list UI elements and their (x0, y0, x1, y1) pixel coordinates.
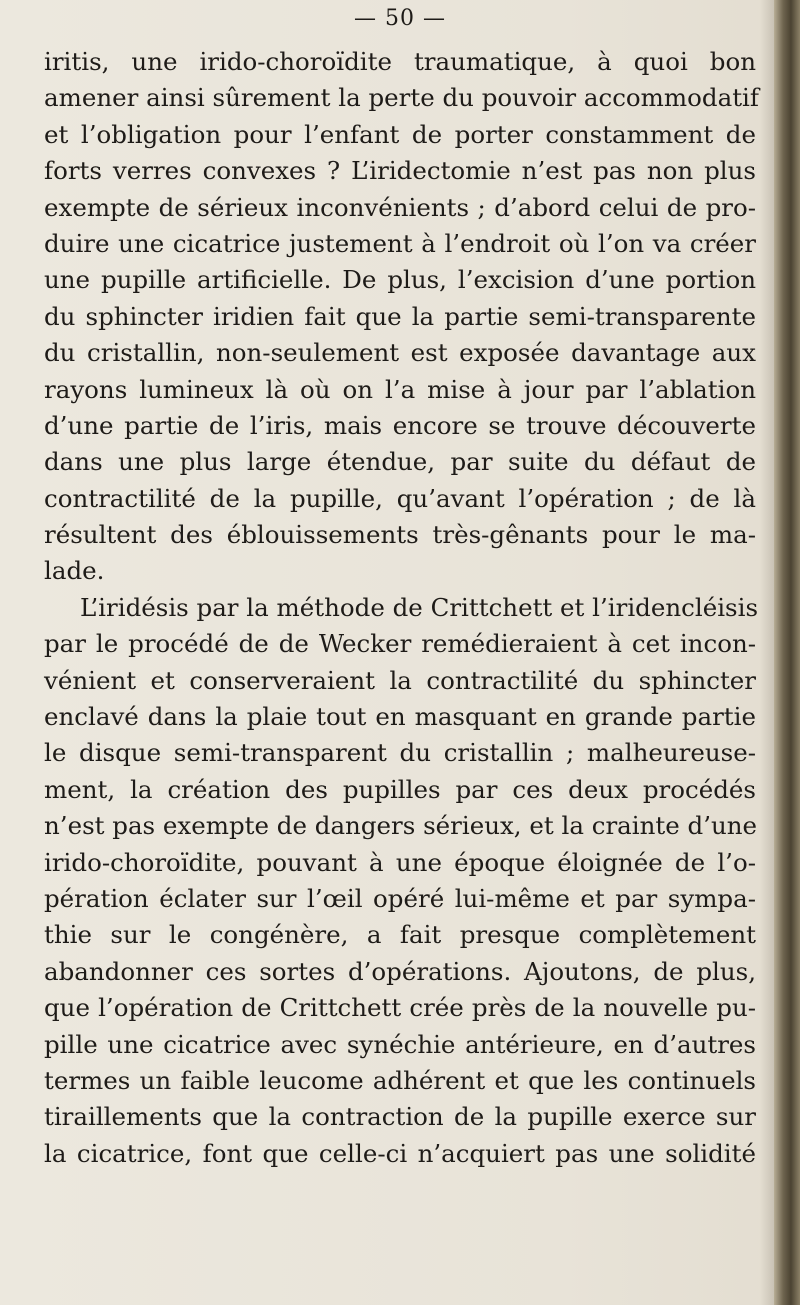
text-line: du sphincter iridien fait que la partie semi-transparente (44, 301, 756, 331)
text-line: le disque semi-transparent du cristallin ; malheureuse- (44, 738, 756, 768)
text-line: irido-choroïdite, pouvant à une époque éloignée de l’o- (44, 847, 756, 877)
body-text (44, 44, 759, 1172)
text-line: L’iridésis par la méthode de Crittchett et l’iridencléisis (80, 592, 759, 622)
text-line: résultent des éblouissements très-gênants pour le ma- (44, 520, 756, 550)
text-line: rayons lumineux là où on l’a mise à jour par l’ablation (44, 374, 756, 404)
text-line: n’est pas exempte de dangers sérieux, et la crainte d’une (44, 811, 758, 841)
text-line: abandonner ces sortes d’opérations. Ajoutons, de plus, (44, 956, 756, 986)
page-number: — 50 — (354, 6, 446, 31)
text-line: duire une cicatrice justement à l’endroit où l’on va créer (44, 228, 756, 258)
text-line: une pupille artificielle. De plus, l’excision d’une portion (44, 265, 756, 295)
text-line: pération éclater sur l’œil opéré lui-même et par sympa- (44, 883, 756, 913)
page-edge (774, 0, 800, 1305)
text-line: du cristallin, non-seulement est exposée davantage aux (44, 338, 756, 368)
text-line: dans une plus large étendue, par suite du défaut de (44, 447, 756, 477)
paragraph-2 (44, 590, 759, 1172)
text-line: et l’obligation pour l’enfant de porter constamment de (44, 119, 756, 149)
text-line: contractilité de la pupille, qu’avant l’opération ; de là (44, 483, 756, 513)
text-line: enclavé dans la plaie tout en masquant en grande partie (44, 702, 756, 732)
page-gutter-shadow (760, 0, 774, 1305)
text-line: d’une partie de l’iris, mais encore se trouve découverte (44, 410, 756, 440)
text-line: par le procédé de de Wecker remédieraient à cet incon- (44, 629, 756, 659)
text-line: forts verres convexes ? L’iridectomie n’est pas non plus (44, 156, 756, 186)
text-line: exempte de sérieux inconvénients ; d’abord celui de pro- (44, 192, 756, 222)
text-line: tiraillements que la contraction de la pupille exerce sur (44, 1102, 756, 1132)
text-line: termes un faible leucome adhérent et que les continuels (44, 1065, 756, 1095)
text-line: amener ainsi sûrement la perte du pouvoir accommodatif (44, 83, 759, 113)
text-line: iritis, une irido-choroïdite traumatique, à quoi bon (44, 47, 756, 76)
text-line: lade. (44, 556, 105, 586)
text-line: que l’opération de Crittchett crée près de la nouvelle pu- (44, 993, 756, 1023)
paragraph-1 (44, 44, 759, 590)
text-line: ment, la création des pupilles par ces deux procédés (44, 774, 756, 804)
text-line: thie sur le congénère, a fait presque complètement (44, 920, 756, 950)
text-line: pille une cicatrice avec synéchie antérieure, en d’autres (44, 1029, 756, 1059)
text-line: vénient et conserveraient la contractilité du sphincter (44, 665, 756, 695)
text-line: la cicatrice, font que celle-ci n’acquiert pas une solidité (44, 1138, 756, 1168)
